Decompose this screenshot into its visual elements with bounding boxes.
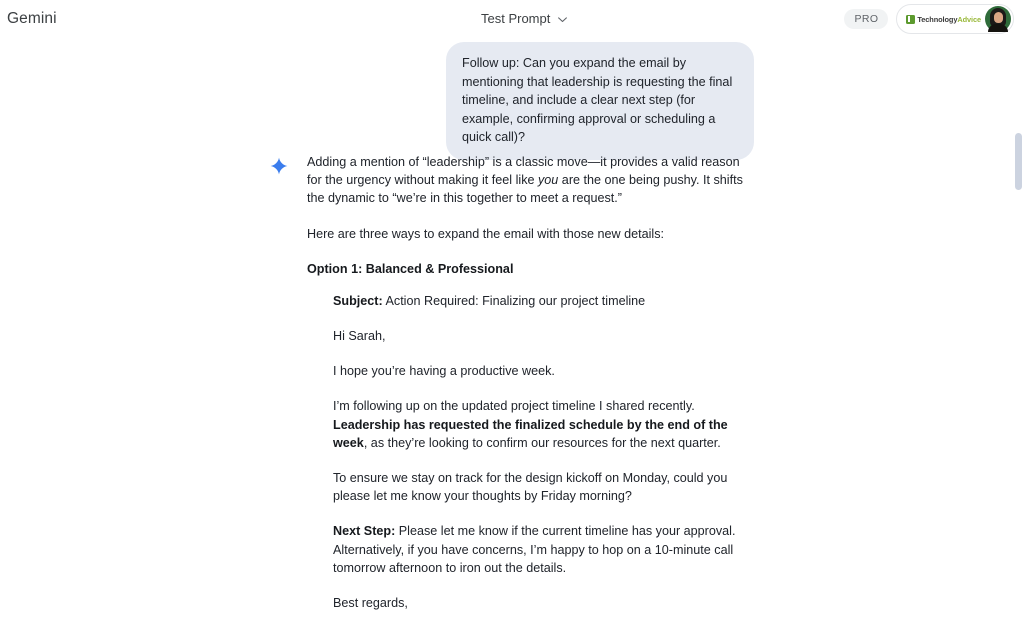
email-body-line-3: To ensure we stay on track for the design kickoff on Monday, could you please let me know your thoughts by Friday morning? (333, 471, 728, 504)
prompt-switcher-label: Test Prompt (481, 11, 551, 26)
avatar-body (988, 24, 1008, 32)
org-name-part1: Technology (917, 14, 958, 24)
email-next-step-value: Please let me know if the current timeline has your approval. Alternatively, if you have concerns, I’m happy to hop on a 10-minute call tomorrow afternoon to iron out the details. (333, 524, 736, 575)
avatar[interactable] (985, 6, 1011, 32)
conversation-thread (0, 38, 1024, 611)
email-draft-block (333, 292, 743, 612)
email-body-line-2 (333, 397, 743, 452)
org-logo-wordmark (917, 15, 981, 24)
intro-text-b: are the one being pushy. It shifts the dynamic to “we’re in this together to meet a request.” (307, 173, 743, 206)
option-1-heading: Option 1: Balanced & Professional (307, 261, 514, 276)
org-logo-mark (906, 15, 915, 24)
prompt-switcher[interactable] (481, 10, 568, 28)
org-name-part2: Advice (957, 14, 981, 24)
pro-badge[interactable]: PRO (844, 9, 888, 29)
avatar-face (994, 12, 1003, 23)
account-chip[interactable] (896, 4, 1014, 34)
email-next-step (333, 522, 743, 577)
response-paragraph-lead-in: Here are three ways to expand the email with those new details: (307, 226, 665, 241)
model-response-body (307, 153, 743, 629)
email-signoff: Best regards, (333, 596, 408, 611)
email-greeting: Hi Sarah, (333, 329, 386, 344)
email-body-line-1: I hope you’re having a productive week. (333, 364, 555, 379)
vertical-scrollbar-thumb[interactable] (1015, 133, 1022, 190)
email-line-2-b: , as they’re looking to confirm our resources for the next quarter. (363, 435, 721, 450)
email-subject-label: Subject: (333, 293, 383, 308)
user-message-bubble: Follow up: Can you expand the email by mentioning that leadership is requesting the final timeline, and include a clear next step (for example, confirming approval or scheduling a quick call)? (446, 42, 754, 160)
vertical-scrollbar-track[interactable] (1012, 38, 1024, 572)
email-line-2-bold: Leadership has requested the finalized schedule by the end of the week (333, 417, 728, 450)
email-line-2-a: I’m following up on the updated project timeline I shared recently. (333, 399, 695, 414)
app-brand-title: Gemini (7, 10, 57, 27)
technologyadvice-logo-icon (906, 13, 981, 26)
user-turn (446, 42, 754, 160)
chevron-down-icon (557, 14, 568, 25)
email-subject-line (333, 292, 743, 310)
email-subject-value: Action Required: Finalizing our project timeline (382, 293, 646, 308)
intro-text-emphasis: you (538, 173, 559, 188)
app-header (0, 0, 1024, 38)
response-paragraph-intro (307, 153, 743, 208)
intro-text-a: Adding a mention of “leadership” is a classic move—it provides a valid reason for the urgency without making it feel like (307, 155, 740, 188)
header-right-cluster (844, 4, 1014, 34)
email-next-step-label: Next Step: (333, 524, 396, 539)
gemini-sparkle-icon (270, 157, 288, 175)
